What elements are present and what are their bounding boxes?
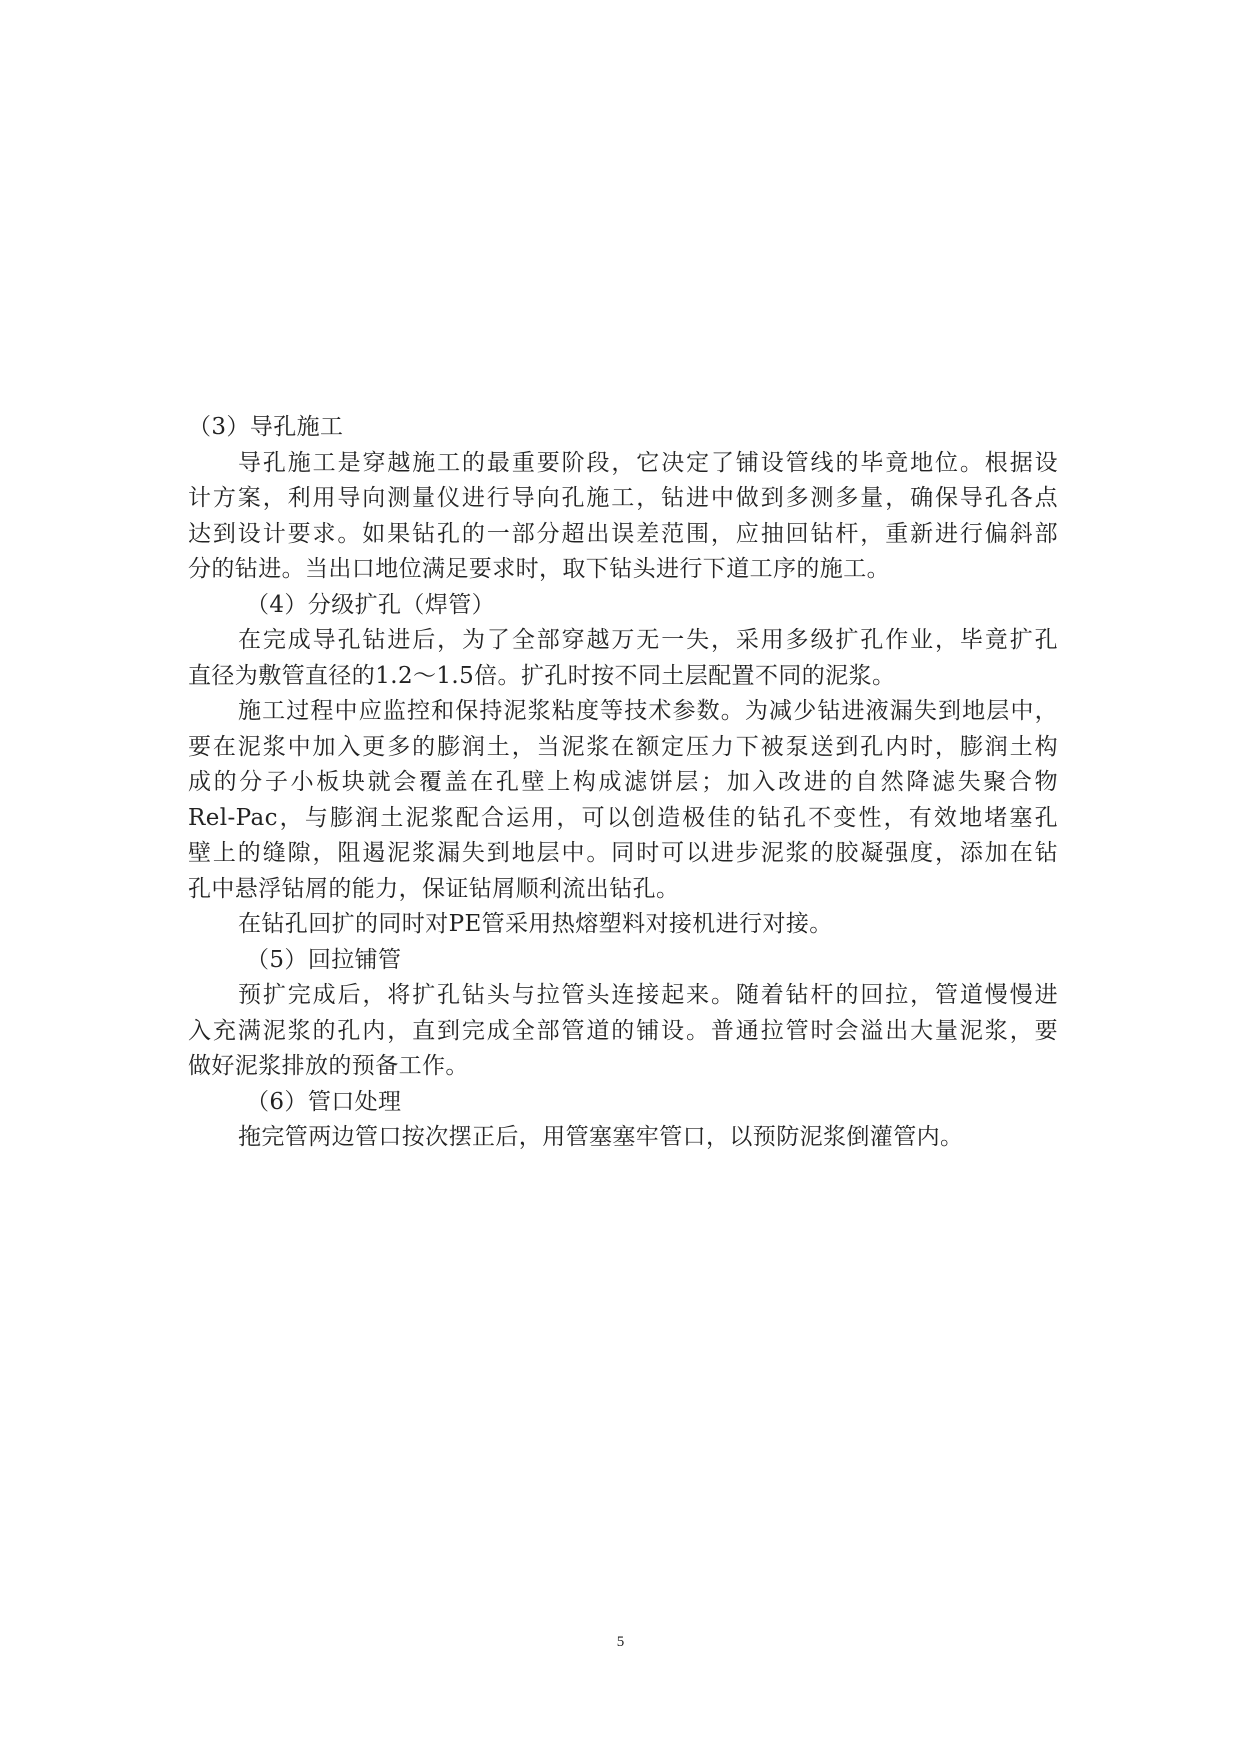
paragraph-line: 达到设计要求。如果钻孔的一部分超出误差范围，应抽回钻杆，重新进行偏斜部: [188, 520, 1058, 547]
paragraph-line: 壁上的缝隙，阻遏泥浆漏失到地层中。同时可以进步泥浆的胶凝强度，添加在钻: [188, 840, 1058, 866]
paragraph-line: 要在泥浆中加入更多的膨润土，当泥浆在额定压力下被泵送到孔内时，膨润土构: [188, 733, 1058, 760]
paragraph-line: 成的分子小板块就会覆盖在孔壁上构成滤饼层；加入改进的自然降滤失聚合物: [188, 769, 1058, 795]
paragraph-line: 施工过程中应监控和保持泥浆粘度等技术参数。为减少钻进液漏失到地层中，: [238, 698, 1058, 724]
paragraph-line: 分的钻进。当出口地位满足要求时，取下钻头进行下道工序的施工。: [188, 556, 890, 582]
paragraph-line: 孔中悬浮钻屑的能力，保证钻屑顺利流出钻孔。: [188, 875, 680, 902]
paragraph-line: 在完成导孔钻进后，为了全部穿越万无一失，采用多级扩孔作业，毕竟扩孔: [238, 627, 1058, 653]
paragraph-line: 直径为敷管直径的1.2～1.5倍。扩孔时按不同土层配置不同的泥浆。: [188, 662, 896, 689]
section-heading-5: （5）回拉铺管: [246, 946, 402, 973]
section-heading-4: （4）分级扩孔（焊管）: [246, 591, 496, 618]
paragraph-line: 做好泥浆排放的预备工作。: [188, 1053, 469, 1079]
page-number: 5: [616, 1634, 625, 1650]
paragraph-line: 计方案，利用导向测量仪进行导向孔施工，钻进中做到多测多量，确保导孔各点: [188, 485, 1058, 511]
document-body: [188, 410, 1058, 1156]
paragraph-line: 入充满泥浆的孔内，直到完成全部管道的铺设。普通拉管时会溢出大量泥浆，要: [188, 1017, 1058, 1044]
paragraph-line: 拖完管两边管口按次摆正后，用管塞塞牢管口，以预防泥浆倒灌管内。: [238, 1124, 964, 1150]
paragraph-line: Rel-Pac，与膨润土泥浆配合运用，可以创造极佳的钻孔不变性，有效地堵塞孔: [188, 804, 1058, 831]
paragraph-line: 预扩完成后，将扩孔钻头与拉管头连接起来。随着钻杆的回拉，管道慢慢进: [238, 982, 1058, 1008]
paragraph-line: 导孔施工是穿越施工的最重要阶段，它决定了铺设管线的毕竟地位。根据设: [238, 449, 1058, 476]
paragraph-line: 在钻孔回扩的同时对PE管采用热熔塑料对接机进行对接。: [238, 911, 833, 937]
section-heading-6: （6）管口处理: [246, 1088, 402, 1115]
section-heading-3: （3）导孔施工: [188, 414, 344, 440]
